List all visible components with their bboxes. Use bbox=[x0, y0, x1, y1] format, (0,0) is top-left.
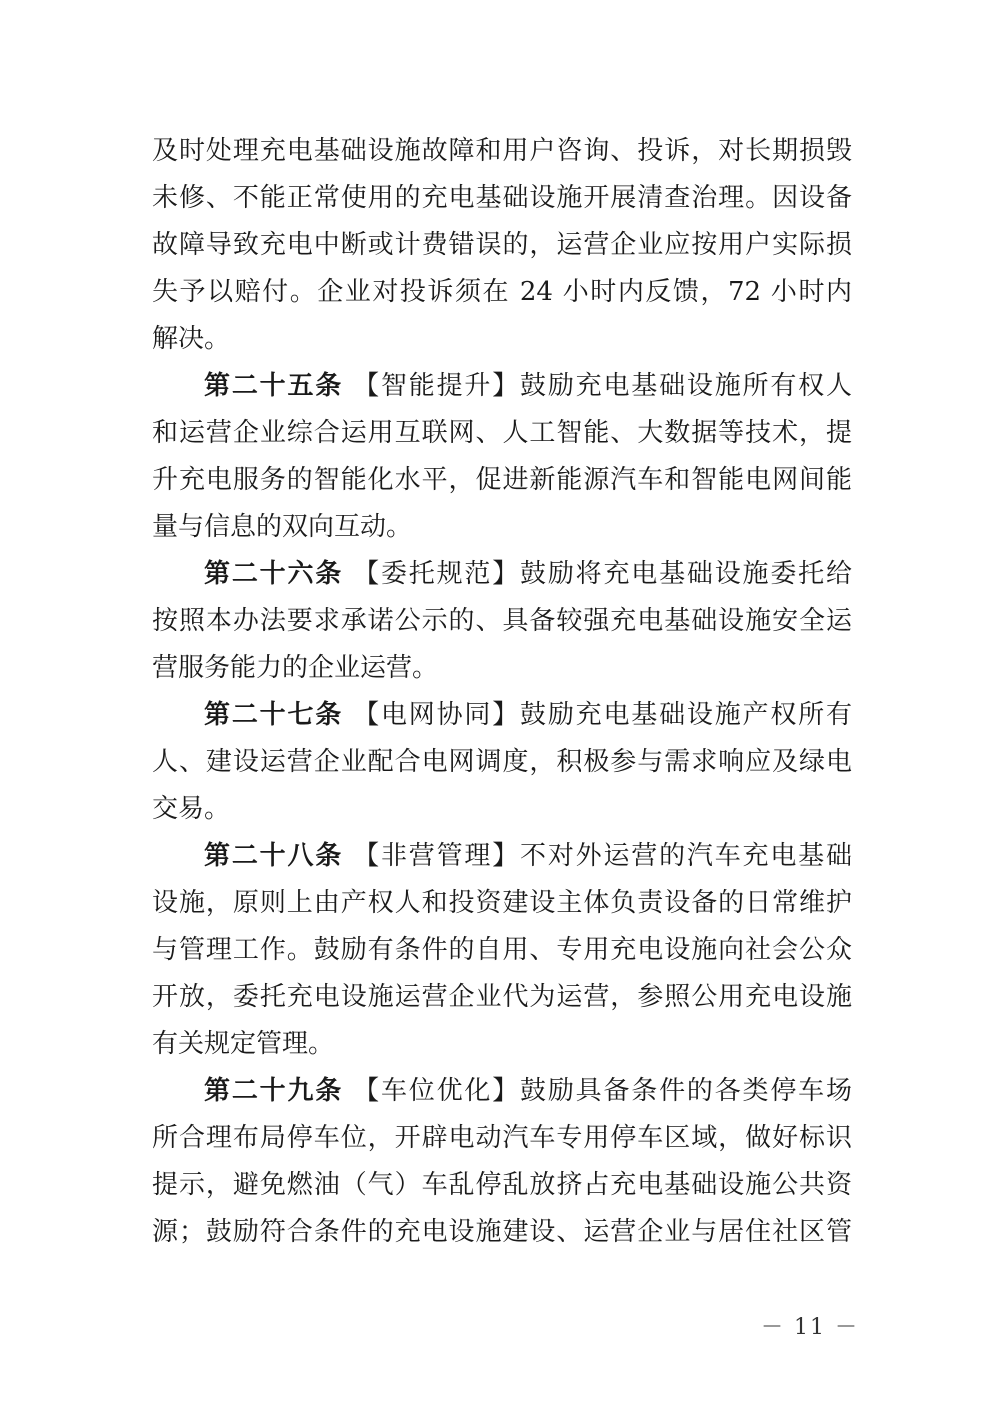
body-line: 失予以赔付。企业对投诉须在 24 小时内反馈，72 小时内 bbox=[152, 277, 852, 307]
body-line: 未修、不能正常使用的充电基础设施开展清查治理。因设备 bbox=[152, 183, 852, 213]
article-tag: 【委托规范】 bbox=[353, 559, 521, 589]
body-line: 交易。 bbox=[152, 794, 231, 824]
article-text: 不对外运营的汽车充电基础 bbox=[520, 841, 852, 871]
body-line: 提示，避免燃油（气）车乱停乱放挤占充电基础设施公共资 bbox=[152, 1170, 852, 1200]
article-tag: 【车位优化】 bbox=[353, 1076, 521, 1106]
body-line: 所合理布局停车位，开辟电动汽车专用停车区域，做好标识 bbox=[152, 1123, 852, 1153]
body-line: 设施，原则上由产权人和投资建设主体负责设备的日常维护 bbox=[152, 888, 852, 918]
article-28-first-line bbox=[152, 833, 852, 880]
body-line: 量与信息的双向互动。 bbox=[152, 512, 413, 542]
body-line: 和运营企业综合运用互联网、人工智能、大数据等技术，提 bbox=[152, 418, 852, 448]
article-title: 第二十五条 bbox=[204, 371, 344, 401]
article-text: 鼓励具备条件的各类停车场 bbox=[520, 1076, 852, 1106]
article-25-first-line bbox=[152, 363, 852, 410]
body-line: 按照本办法要求承诺公示的、具备较强充电基础设施安全运 bbox=[152, 606, 852, 636]
article-text: 鼓励充电基础设施所有权人 bbox=[520, 371, 852, 401]
page-number: － 11 － bbox=[761, 1315, 859, 1340]
body-line: 故障导致充电中断或计费错误的，运营企业应按用户实际损 bbox=[152, 230, 852, 260]
body-line: 营服务能力的企业运营。 bbox=[152, 653, 439, 683]
article-title: 第二十八条 bbox=[204, 841, 344, 871]
article-title: 第二十六条 bbox=[204, 559, 344, 589]
body-line: 有关规定管理。 bbox=[152, 1029, 335, 1059]
body-line: 开放，委托充电设施运营企业代为运营，参照公用充电设施 bbox=[152, 982, 852, 1012]
body-line: 解决。 bbox=[152, 324, 231, 354]
article-title: 第二十七条 bbox=[204, 700, 344, 730]
article-text: 鼓励充电基础设施产权所有 bbox=[520, 700, 852, 730]
article-tag: 【电网协同】 bbox=[353, 700, 521, 730]
article-tag: 【非营管理】 bbox=[353, 841, 521, 871]
body-line: 源；鼓励符合条件的充电设施建设、运营企业与居住社区管 bbox=[152, 1217, 852, 1247]
body-line: 人、建设运营企业配合电网调度，积极参与需求响应及绿电 bbox=[152, 747, 852, 777]
article-text: 鼓励将充电基础设施委托给 bbox=[520, 559, 852, 589]
article-tag: 【智能提升】 bbox=[353, 371, 521, 401]
article-27-first-line bbox=[152, 692, 852, 739]
article-title: 第二十九条 bbox=[204, 1076, 344, 1106]
document-body bbox=[152, 128, 852, 1256]
body-line: 与管理工作。鼓励有条件的自用、专用充电设施向社会公众 bbox=[152, 935, 852, 965]
body-line: 及时处理充电基础设施故障和用户咨询、投诉，对长期损毁 bbox=[152, 136, 852, 166]
article-26-first-line bbox=[152, 551, 852, 598]
body-line: 升充电服务的智能化水平，促进新能源汽车和智能电网间能 bbox=[152, 465, 852, 495]
article-29-first-line bbox=[152, 1068, 852, 1115]
